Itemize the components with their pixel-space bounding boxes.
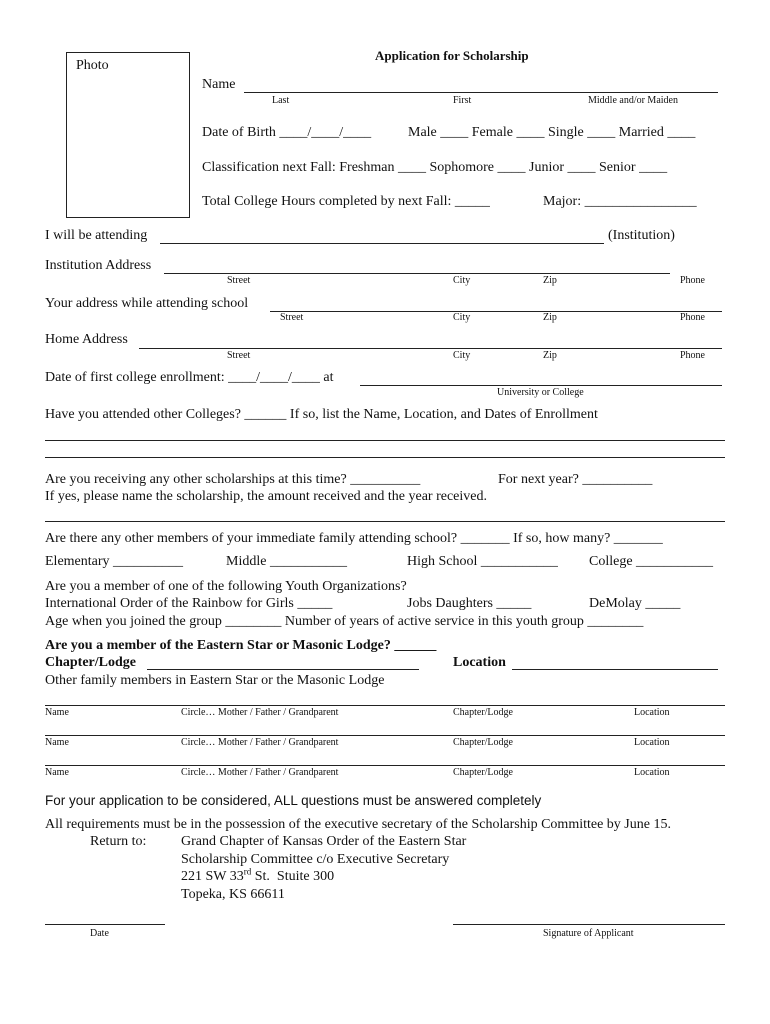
- school-sub-street: Street: [280, 312, 304, 323]
- age-joined-field[interactable]: Age when you joined the group ________ Number of years of active service in this youth group ________: [45, 614, 644, 629]
- home-sub-phone: Phone: [680, 350, 705, 361]
- school-sub-city: City: [453, 312, 471, 323]
- date-label: Date: [90, 928, 109, 939]
- school-sub-phone: Phone: [680, 312, 705, 323]
- family-row-1-location: Location: [634, 707, 670, 718]
- name-sub-last: Last: [272, 95, 290, 106]
- jobs-daughters-field[interactable]: Jobs Daughters _____: [407, 596, 532, 611]
- major-field[interactable]: Major: ________________: [543, 194, 697, 209]
- address-line-1: Grand Chapter of Kansas Order of the Eastern Star: [181, 834, 467, 849]
- other-colleges-line-2[interactable]: [45, 457, 725, 458]
- family-row-2-line[interactable]: [45, 735, 725, 736]
- chapter-lodge-line[interactable]: [147, 669, 419, 670]
- signature-label: Signature of Applicant: [543, 928, 634, 939]
- family-row-3-line[interactable]: [45, 765, 725, 766]
- inst-sub-city: City: [453, 275, 471, 286]
- inst-sub-street: Street: [227, 275, 251, 286]
- address-city: Topeka, KS 66611: [181, 887, 285, 902]
- family-row-1-line[interactable]: [45, 705, 725, 706]
- rainbow-girls-field[interactable]: International Order of the Rainbow for Girls _____: [45, 596, 333, 611]
- inst-sub-phone: Phone: [680, 275, 705, 286]
- youth-org-question: Are you a member of one of the following Youth Organizations?: [45, 579, 407, 594]
- attending-suffix: (Institution): [608, 228, 675, 243]
- level-college[interactable]: College ___________: [589, 554, 714, 569]
- name-label: Name: [202, 77, 236, 92]
- chapter-lodge-label: Chapter/Lodge: [45, 655, 136, 670]
- home-sub-zip: Zip: [543, 350, 557, 361]
- address-street: 221 SW 33rd St. Stuite 300: [181, 866, 335, 884]
- gender-marital-field[interactable]: Male ____ Female ____ Single ____ Married ____: [408, 125, 696, 140]
- school-sub-zip: Zip: [543, 312, 557, 323]
- hours-field[interactable]: Total College Hours completed by next Fall: _____: [202, 194, 490, 209]
- scholarship-detail-line[interactable]: [45, 521, 725, 522]
- return-to-label: Return to:: [90, 834, 147, 849]
- home-sub-street: Street: [227, 350, 251, 361]
- university-line[interactable]: [360, 385, 722, 386]
- if-yes-instruction: If yes, please name the scholarship, the amount received and the year received.: [45, 489, 487, 504]
- signature-line[interactable]: [453, 924, 725, 925]
- family-row-3-circle: Circle… Mother / Father / Grandparent: [181, 767, 339, 778]
- next-year-field[interactable]: For next year? __________: [498, 472, 653, 487]
- family-row-3-chapter: Chapter/Lodge: [453, 767, 513, 778]
- level-middle[interactable]: Middle ___________: [226, 554, 347, 569]
- level-elementary[interactable]: Elementary __________: [45, 554, 184, 569]
- home-sub-city: City: [453, 350, 471, 361]
- photo-box: [66, 52, 190, 218]
- family-row-2-circle: Circle… Mother / Father / Grandparent: [181, 737, 339, 748]
- location-label: Location: [453, 655, 506, 670]
- requirements-note: All requirements must be in the possession of the executive secretary of the Scholarship Committee by June 15.: [45, 817, 671, 832]
- name-line[interactable]: [244, 92, 718, 93]
- address-line-2: Scholarship Committee c/o Executive Secretary: [181, 852, 450, 867]
- family-row-1-name: Name: [45, 707, 69, 718]
- dob-field[interactable]: Date of Birth ____/____/____: [202, 125, 372, 140]
- home-address-label: Home Address: [45, 332, 128, 347]
- family-row-2-location: Location: [634, 737, 670, 748]
- level-high-school[interactable]: High School ___________: [407, 554, 558, 569]
- form-title: Application for Scholarship: [375, 48, 529, 63]
- classification-field[interactable]: Classification next Fall: Freshman ____ Sophomore ____ Junior ____ Senior ____: [202, 160, 668, 175]
- institution-address-line[interactable]: [164, 273, 670, 274]
- family-row-1-circle: Circle… Mother / Father / Grandparent: [181, 707, 339, 718]
- other-colleges-question[interactable]: Have you attended other Colleges? ______ If so, list the Name, Location, and Dates of Enrollment: [45, 407, 598, 422]
- demolay-field[interactable]: DeMolay _____: [589, 596, 681, 611]
- location-line[interactable]: [512, 669, 718, 670]
- school-address-label: Your address while attending school: [45, 296, 249, 311]
- family-row-2-chapter: Chapter/Lodge: [453, 737, 513, 748]
- family-row-2-name: Name: [45, 737, 69, 748]
- complete-note: For your application to be considered, ALL questions must be answered completely: [45, 793, 542, 808]
- name-sub-middle: Middle and/or Maiden: [588, 95, 678, 106]
- family-row-3-location: Location: [634, 767, 670, 778]
- attending-label: I will be attending: [45, 228, 148, 243]
- other-family-label: Other family members in Eastern Star or the Masonic Lodge: [45, 673, 385, 688]
- other-scholarships-question[interactable]: Are you receiving any other scholarships at this time? __________: [45, 472, 421, 487]
- photo-label: Photo: [76, 58, 109, 73]
- name-sub-first: First: [453, 95, 472, 106]
- family-row-3-name: Name: [45, 767, 69, 778]
- university-sub: University or College: [497, 387, 584, 398]
- inst-sub-zip: Zip: [543, 275, 557, 286]
- institution-address-label: Institution Address: [45, 258, 152, 273]
- family-row-1-chapter: Chapter/Lodge: [453, 707, 513, 718]
- other-colleges-line-1[interactable]: [45, 440, 725, 441]
- family-attending-question[interactable]: Are there any other members of your immediate family attending school? _______ If so, how many? _______: [45, 531, 663, 546]
- first-enrollment-field[interactable]: Date of first college enrollment: ____/____/____ at: [45, 370, 334, 385]
- eastern-star-question[interactable]: Are you a member of the Eastern Star or Masonic Lodge? ______: [45, 638, 437, 653]
- home-address-line[interactable]: [139, 348, 722, 349]
- attending-line[interactable]: [160, 243, 604, 244]
- school-address-line[interactable]: [270, 311, 722, 312]
- date-line[interactable]: [45, 924, 165, 925]
